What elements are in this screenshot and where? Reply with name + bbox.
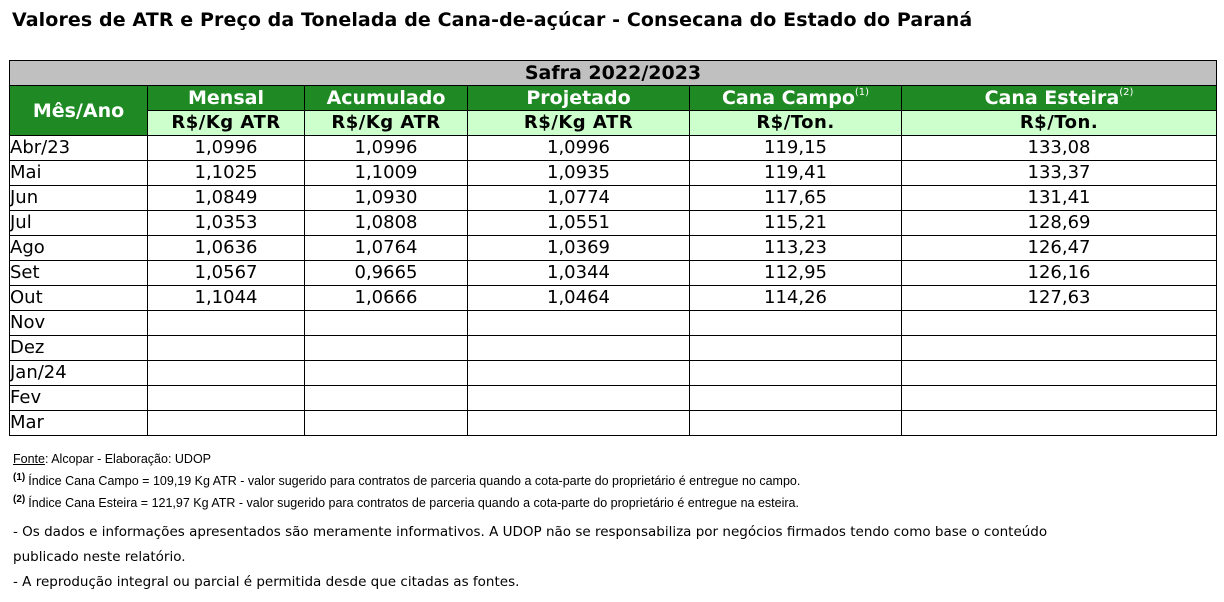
table-row: [10, 361, 1217, 386]
disclaimer-line-2: publicado neste relatório.: [13, 549, 186, 565]
month-cell: Dez: [10, 336, 148, 361]
column-header-2: [305, 86, 468, 111]
value-cell: 112,95: [690, 261, 902, 286]
column-header-4: [690, 86, 902, 111]
value-cell: [148, 336, 305, 361]
value-cell: [148, 411, 305, 436]
value-cell: [690, 361, 902, 386]
value-cell: [468, 386, 690, 411]
footnote-2-ref: (2): [13, 494, 26, 505]
table-row: [10, 311, 1217, 336]
atr-price-table: [9, 60, 1217, 436]
column-unit-3: R$/Kg ATR: [468, 111, 690, 136]
table-row: [10, 186, 1217, 211]
value-cell: 1,0935: [468, 161, 690, 186]
value-cell: 1,0353: [148, 211, 305, 236]
value-cell: [305, 336, 468, 361]
column-header-label: Cana Campo: [721, 87, 855, 109]
value-cell: [148, 311, 305, 336]
value-cell: 113,23: [690, 236, 902, 261]
source-note: [13, 448, 800, 470]
value-cell: [690, 386, 902, 411]
value-cell: 1,0464: [468, 286, 690, 311]
footnote-1-ref: (1): [13, 472, 26, 483]
safra-header-row: [10, 61, 1217, 86]
month-cell: Mar: [10, 411, 148, 436]
value-cell: 1,1044: [148, 286, 305, 311]
value-cell: [468, 411, 690, 436]
disclaimer-section: [13, 520, 1047, 595]
column-header-label: Projetado: [526, 87, 631, 109]
column-header-1: [148, 86, 305, 111]
column-footnote-ref: (1): [854, 87, 870, 98]
value-cell: 0,9665: [305, 261, 468, 286]
disclaimer-line-1: - Os dados e informações apresentados são meramente informativos. A UDOP não se responsabiliza por negócios firmados tendo como base o conteúdo: [13, 524, 1048, 540]
value-cell: 126,16: [902, 261, 1217, 286]
value-cell: [305, 411, 468, 436]
value-cell: 119,15: [690, 136, 902, 161]
value-cell: 1,0764: [305, 236, 468, 261]
table-row: [10, 286, 1217, 311]
value-cell: 1,0666: [305, 286, 468, 311]
value-cell: [690, 311, 902, 336]
month-cell: Jul: [10, 211, 148, 236]
column-unit-4: R$/Ton.: [690, 111, 902, 136]
footnote-1: [13, 470, 800, 492]
value-cell: 1,0344: [468, 261, 690, 286]
value-cell: 133,37: [902, 161, 1217, 186]
value-cell: [690, 336, 902, 361]
value-cell: 1,0551: [468, 211, 690, 236]
safra-title: Safra 2022/2023: [10, 61, 1217, 86]
table-row: [10, 211, 1217, 236]
source-label: Fonte: [13, 452, 45, 466]
notes-section: [13, 448, 800, 514]
month-cell: Set: [10, 261, 148, 286]
value-cell: 127,63: [902, 286, 1217, 311]
column-unit-2: R$/Kg ATR: [305, 111, 468, 136]
table-row: [10, 411, 1217, 436]
column-header-label: Acumulado: [326, 87, 446, 109]
column-unit-1: R$/Kg ATR: [148, 111, 305, 136]
unit-header-row: [10, 111, 1217, 136]
footnote-1-text: Índice Cana Campo = 109,19 Kg ATR - valor sugerido para contratos de parceria quando a cota-parte do proprietário é entregue no campo.: [28, 474, 801, 488]
value-cell: 126,47: [902, 236, 1217, 261]
value-cell: [902, 311, 1217, 336]
table-row: [10, 336, 1217, 361]
value-cell: [148, 386, 305, 411]
month-cell: Jan/24: [10, 361, 148, 386]
table-row: [10, 386, 1217, 411]
value-cell: 1,0996: [305, 136, 468, 161]
value-cell: [468, 361, 690, 386]
page-title: Valores de ATR e Preço da Tonelada de Cana-de-açúcar - Consecana do Estado do Paraná: [12, 9, 973, 31]
month-cell: Abr/23: [10, 136, 148, 161]
value-cell: [902, 361, 1217, 386]
value-cell: [690, 411, 902, 436]
value-cell: 128,69: [902, 211, 1217, 236]
value-cell: 1,1009: [305, 161, 468, 186]
value-cell: [305, 311, 468, 336]
value-cell: 1,0774: [468, 186, 690, 211]
value-cell: 114,26: [690, 286, 902, 311]
value-cell: 1,0996: [148, 136, 305, 161]
table-row: [10, 261, 1217, 286]
value-cell: 1,0996: [468, 136, 690, 161]
value-cell: [305, 386, 468, 411]
value-cell: [468, 311, 690, 336]
value-cell: 119,41: [690, 161, 902, 186]
month-cell: Jun: [10, 186, 148, 211]
value-cell: [468, 336, 690, 361]
column-header-label: Mensal: [188, 87, 264, 109]
column-unit-5: R$/Ton.: [902, 111, 1217, 136]
value-cell: 117,65: [690, 186, 902, 211]
value-cell: [902, 386, 1217, 411]
table-row: [10, 236, 1217, 261]
value-cell: 1,0567: [148, 261, 305, 286]
table-body: [10, 136, 1217, 436]
column-header-5: [902, 86, 1217, 111]
value-cell: [305, 361, 468, 386]
footnote-2: [13, 492, 800, 514]
value-cell: 133,08: [902, 136, 1217, 161]
value-cell: 131,41: [902, 186, 1217, 211]
disclaimer-line-3: - A reprodução integral ou parcial é permitida desde que citadas as fontes.: [13, 574, 520, 590]
column-header-label: Cana Esteira: [984, 87, 1120, 109]
column-header-3: [468, 86, 690, 111]
month-cell: Ago: [10, 236, 148, 261]
value-cell: 1,0930: [305, 186, 468, 211]
value-cell: 1,0849: [148, 186, 305, 211]
month-cell: Out: [10, 286, 148, 311]
column-header-row: [10, 86, 1217, 111]
column-footnote-ref: (2): [1119, 87, 1134, 98]
value-cell: 1,0808: [305, 211, 468, 236]
value-cell: 115,21: [690, 211, 902, 236]
value-cell: [148, 361, 305, 386]
value-cell: 1,1025: [148, 161, 305, 186]
value-cell: 1,0636: [148, 236, 305, 261]
value-cell: [902, 336, 1217, 361]
month-cell: Mai: [10, 161, 148, 186]
value-cell: [902, 411, 1217, 436]
value-cell: 1,0369: [468, 236, 690, 261]
table-row: [10, 161, 1217, 186]
month-column-header: Mês/Ano: [10, 86, 148, 136]
month-cell: Fev: [10, 386, 148, 411]
month-cell: Nov: [10, 311, 148, 336]
source-text: : Alcopar - Elaboração: UDOP: [44, 452, 212, 466]
footnote-2-text: Índice Cana Esteira = 121,97 Kg ATR - valor sugerido para contratos de parceria quando a cota-parte do proprietário é entregue na esteira.: [28, 496, 799, 510]
table-row: [10, 136, 1217, 161]
